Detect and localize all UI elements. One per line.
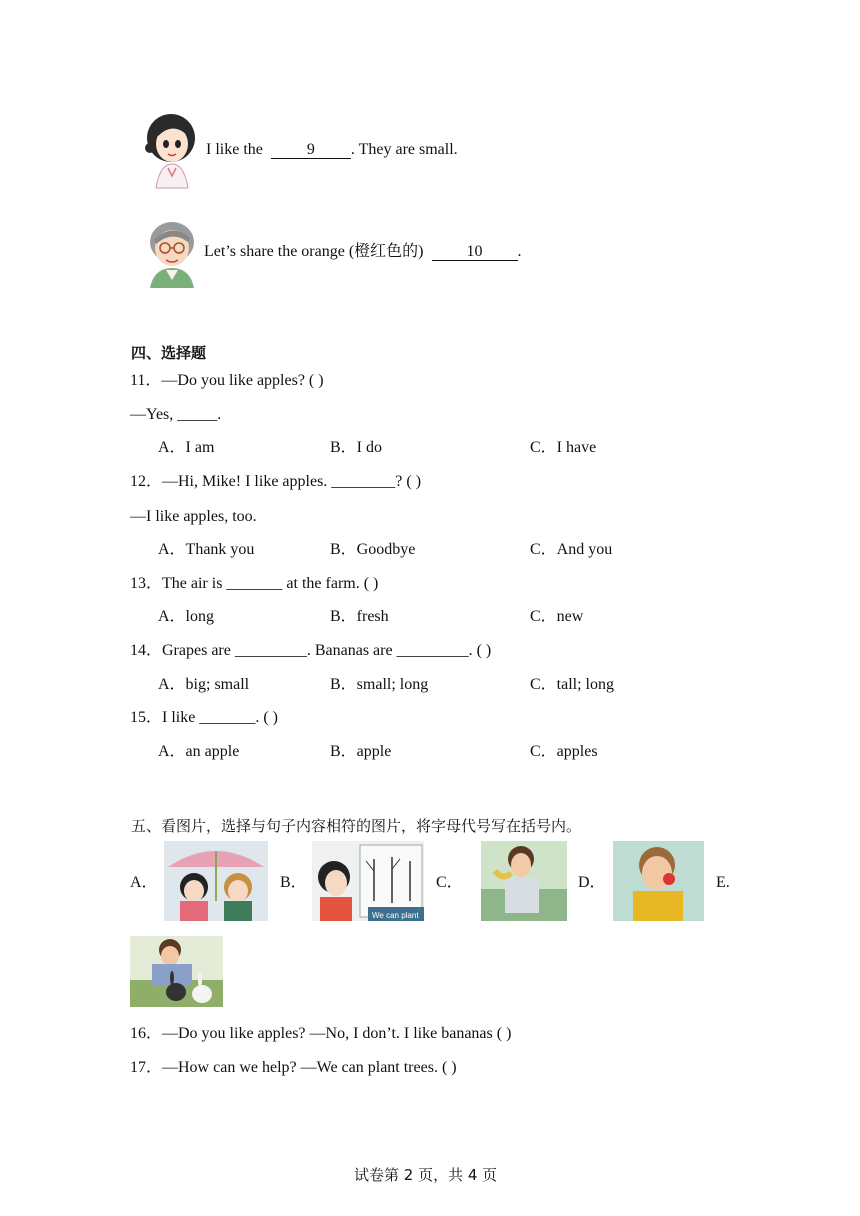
q15-option-a[interactable]: A．an apple: [158, 743, 240, 760]
q11-option-c[interactable]: C．I have: [530, 439, 597, 456]
picture-b-sign: We can plant: [372, 911, 419, 920]
fill-line-10: [204, 242, 522, 262]
blank-9[interactable]: 9: [271, 142, 351, 159]
label-d: D．: [578, 874, 606, 891]
picture-d-apple[interactable]: [613, 841, 704, 921]
fill-line-9-post: . They are small.: [350, 141, 458, 158]
q11-option-a[interactable]: A．I am: [158, 439, 215, 456]
question-13: 13．The air is _______ at the farm. ( ): [130, 575, 379, 592]
q12-option-c[interactable]: C．And you: [530, 541, 613, 558]
q13-option-a[interactable]: A．long: [158, 608, 215, 625]
grandpa-avatar: [138, 214, 204, 288]
label-e: E.: [716, 874, 730, 891]
question-17: 17．—How can we help? —We can plant trees. ( ): [130, 1059, 457, 1076]
fill-line-9-pre: I like the: [206, 141, 267, 158]
fill-line-9: [206, 140, 458, 160]
picture-b-plant-trees[interactable]: [312, 841, 424, 921]
label-b: B．: [280, 874, 307, 891]
question-14: 14．Grapes are _________. Bananas are _________. ( ): [130, 642, 492, 659]
label-a: A．: [130, 874, 158, 891]
q11-option-b[interactable]: B．I do: [330, 439, 383, 456]
question-12: 12．—Hi, Mike! I like apples. ________? ( ): [130, 473, 422, 490]
girl-avatar: [138, 108, 204, 190]
q13-option-b[interactable]: B．fresh: [330, 608, 389, 625]
q12-option-a[interactable]: A．Thank you: [158, 541, 255, 558]
q14-option-c[interactable]: C．tall; long: [530, 676, 615, 693]
question-11: 11．—Do you like apples? ( ): [130, 372, 324, 389]
section-4-heading: 四、选择题: [131, 344, 207, 362]
question-16: 16．—Do you like apples? —No, I don’t. I like bananas ( ): [130, 1025, 512, 1042]
q14-option-a[interactable]: A．big; small: [158, 676, 250, 693]
q14-option-b[interactable]: B．small; long: [330, 676, 429, 693]
question-12-reply: —I like apples, too.: [130, 508, 257, 525]
blank-10[interactable]: 10: [432, 244, 518, 261]
q15-option-b[interactable]: B．apple: [330, 743, 392, 760]
picture-c-banana[interactable]: [481, 841, 567, 921]
fill-line-10-pre: Let’s share the orange (橙红色的): [204, 243, 428, 260]
q15-option-c[interactable]: C．apples: [530, 743, 598, 760]
section-5-heading: 五、看图片，选择与句子内容相符的图片，将字母代号写在括号内。: [131, 817, 582, 835]
question-11-reply: —Yes, _____.: [130, 406, 222, 423]
label-c: C．: [436, 874, 463, 891]
question-15: 15．I like _______. ( ): [130, 709, 278, 726]
picture-e-rabbits[interactable]: [130, 936, 223, 1007]
q13-option-c[interactable]: C．new: [530, 608, 584, 625]
page-footer: 试卷第 2 页，共 4 页: [354, 1166, 498, 1184]
q12-option-b[interactable]: B．Goodbye: [330, 541, 416, 558]
picture-a-umbrella[interactable]: [164, 841, 268, 921]
fill-line-10-post: .: [517, 243, 522, 260]
